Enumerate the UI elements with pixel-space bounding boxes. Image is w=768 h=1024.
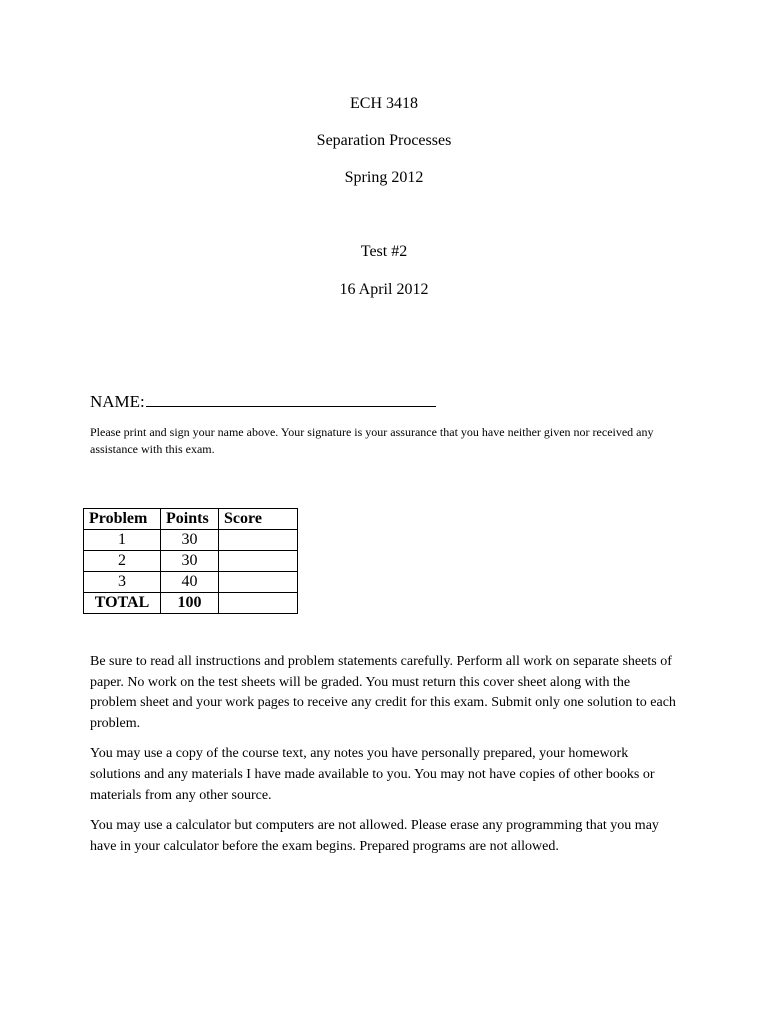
score-cell — [219, 572, 298, 593]
instruction-paragraph: You may use a copy of the course text, any notes you have personally prepared, your homework solutions and any materials I have made available to you. You may not have copies of other books or materials from any other source. — [90, 746, 655, 803]
test-name: Test #2 — [360, 243, 408, 260]
score-cell — [219, 551, 298, 572]
score-cell — [219, 530, 298, 551]
header-score: Score — [219, 509, 298, 530]
total-row — [84, 593, 298, 614]
name-field — [90, 389, 436, 413]
instructions — [90, 652, 680, 867]
instruction-paragraph: Be sure to read all instructions and problem statements carefully. Perform all work on separate sheets of paper. No work on the test sheets will be graded. You must return this cover sheet along with the problem sheet and your work pages to receive any credit for this exam. Submit only one solution to each problem. — [90, 654, 676, 731]
course-name: Separation Processes — [316, 132, 452, 149]
header-points: Points — [161, 509, 219, 530]
problem-cell: 3 — [84, 572, 161, 593]
term: Spring 2012 — [344, 169, 424, 186]
problem-cell: 1 — [84, 530, 161, 551]
name-blank-line[interactable] — [146, 389, 436, 407]
points-cell: 30 — [161, 551, 219, 572]
table-row — [84, 530, 298, 551]
table-row — [84, 551, 298, 572]
total-score-cell — [219, 593, 298, 614]
problem-cell: 2 — [84, 551, 161, 572]
total-label-cell: TOTAL — [84, 593, 161, 614]
points-cell: 30 — [161, 530, 219, 551]
test-date: 16 April 2012 — [339, 281, 429, 298]
signature-note: Please print and sign your name above. Your signature is your assurance that you have neither given nor received any assistance with this exam. — [90, 425, 654, 456]
total-points-cell: 100 — [161, 593, 219, 614]
course-code: ECH 3418 — [350, 95, 418, 112]
name-label: NAME: — [90, 392, 145, 411]
instruction-paragraph: You may use a calculator but computers are not allowed. Please erase any programming that you may have in your calculator before the exam begins. Prepared programs are not allowed. — [90, 818, 659, 854]
points-cell: 40 — [161, 572, 219, 593]
score-table — [83, 508, 298, 614]
table-row — [84, 572, 298, 593]
table-header-row — [84, 509, 298, 530]
header-problem: Problem — [84, 509, 161, 530]
